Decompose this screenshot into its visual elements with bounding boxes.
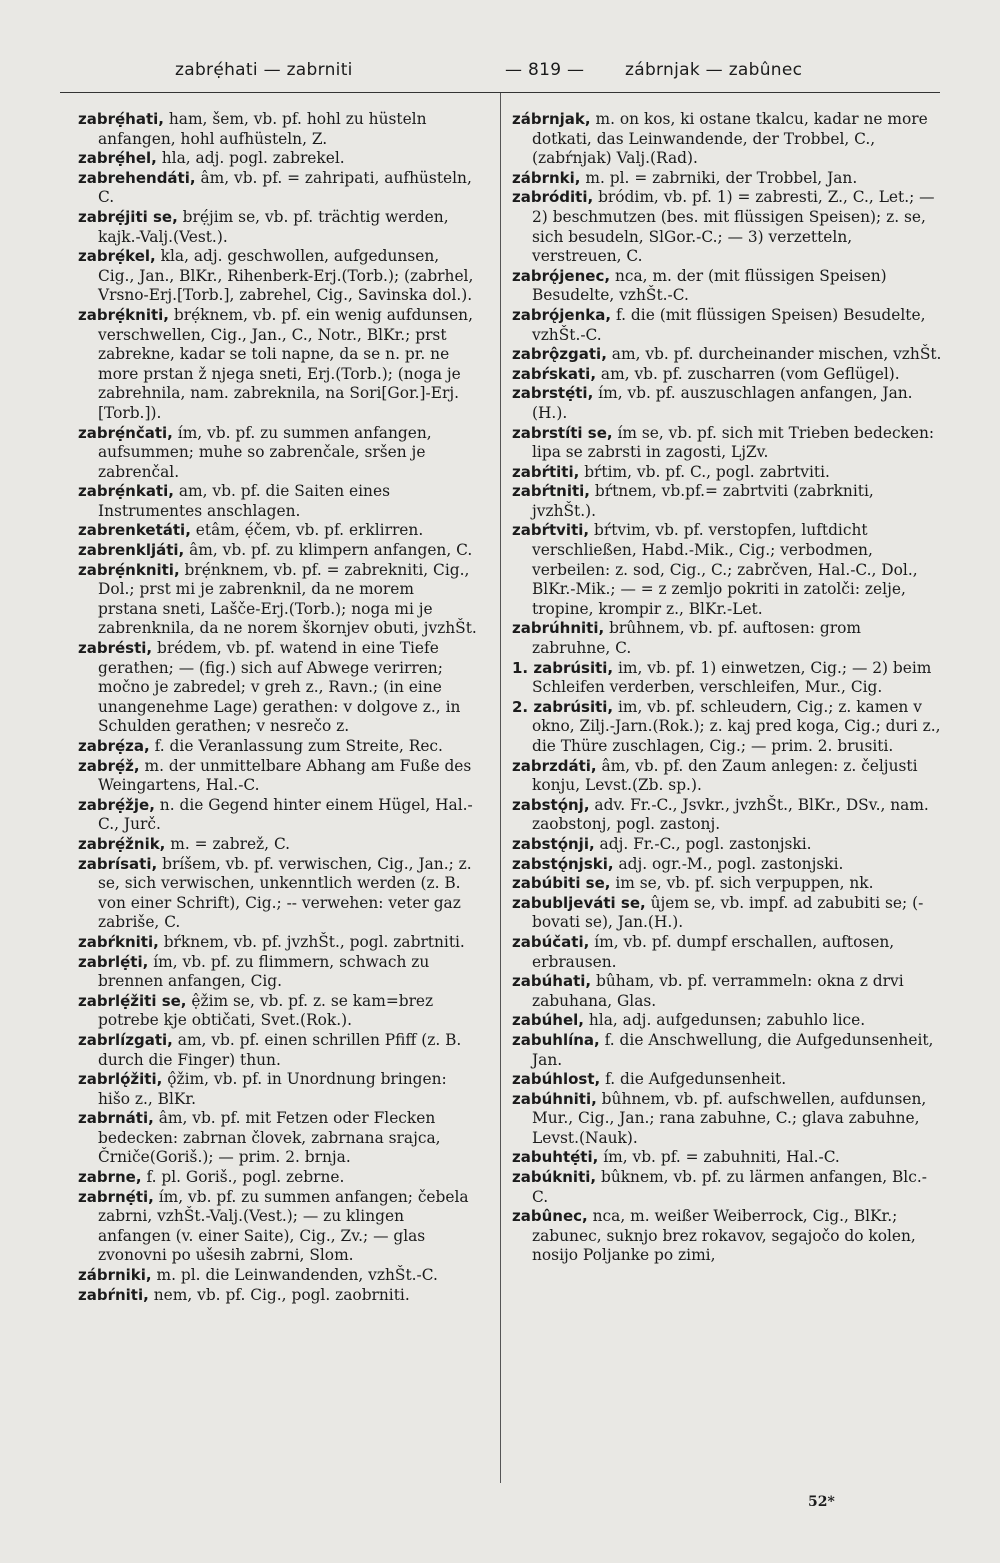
dictionary-entry — [78, 639, 478, 737]
headword: zabrẹ́ž, — [78, 756, 140, 775]
header-right-guide-words: zábrnjak — zabûnec — [625, 60, 803, 80]
headword: zabrlẹ́žiti se, — [78, 991, 187, 1010]
definition-text: bŕtnem, vb.pf.= zabrtviti (zabrkniti, jvzhŠt.). — [532, 482, 874, 520]
page-number: — 819 — — [505, 60, 585, 80]
headword: zabrẹ́nkniti, — [78, 560, 180, 579]
column-divider — [500, 93, 501, 1483]
headword: zabúbiti se, — [512, 874, 611, 893]
definition-text: am, vb. pf. die Saiten eines Instrumentes anschlagen. — [98, 482, 390, 520]
running-header — [60, 56, 950, 88]
definition-text: ǫ̂žim, vb. pf. in Unordnung bringen: hišo z., BlKr. — [98, 1070, 447, 1108]
definition-text: brẹ́jim se, vb. pf. trächtig werden, kajk.-Valj.(Vest.). — [98, 207, 449, 246]
dictionary-entry — [78, 1109, 478, 1168]
headword: zabrẹ́žnik, — [78, 834, 166, 853]
dictionary-entry — [512, 110, 942, 169]
headword: zabŕtiti, — [512, 462, 580, 481]
headword: zabróditi, — [512, 188, 594, 207]
headword: zabrẹ́jiti se, — [78, 207, 178, 226]
headword: 1. zabrúsiti, — [512, 658, 614, 677]
definition-text: nem, vb. pf. Cig., pogl. zaobrniti. — [148, 1285, 410, 1304]
dictionary-entry — [78, 1070, 478, 1109]
dictionary-entry — [78, 110, 478, 149]
definition-text: n. die Gegend hinter einem Hügel, Hal.-C., Jurč. — [98, 795, 473, 834]
definition-text: bŕtim, vb. pf. C., pogl. zabrtviti. — [579, 462, 830, 481]
dictionary-entry — [512, 619, 942, 658]
dictionary-entry — [78, 561, 478, 639]
dictionary-entry — [78, 306, 478, 424]
dictionary-entry — [512, 482, 942, 521]
dictionary-entry — [512, 1070, 942, 1090]
definition-text: âm, vb. pf. zu klimpern anfangen, C. — [184, 541, 473, 560]
signature-mark: 52* — [808, 1494, 835, 1510]
dictionary-entry — [512, 1090, 942, 1149]
definition-text: ûjem se, vb. impf. ad zabubiti se; (-bovati se), Jan.(H.). — [532, 893, 924, 932]
definition-text: f. pl. Goriš., pogl. zebrne. — [141, 1168, 345, 1187]
definition-text: âm, vb. pf. mit Fetzen oder Flecken bedecken: zabrnan človek, zabrnana srajca, Črniče(Goriš.); — prim. 2. brnja. — [98, 1109, 441, 1167]
dictionary-entry — [512, 521, 942, 619]
headword: zabrẹ́za, — [78, 737, 150, 755]
definition-text: ham, šem, vb. pf. hohl zu hüsteln anfangen, hohl aufhüsteln, Z. — [98, 110, 427, 148]
dictionary-entry — [512, 835, 942, 855]
dictionary-entry — [78, 208, 478, 247]
dictionary-entry — [512, 972, 942, 1011]
definition-text: adj. ogr.-M., pogl. zastonjski. — [613, 854, 844, 873]
headword: zabrẹ́nkati, — [78, 482, 174, 501]
dictionary-entry — [512, 796, 942, 835]
definition-text: âm, vb. pf. den Zaum anlegen: z. čeljusti konju, Levst.(Zb. sp.). — [532, 756, 918, 795]
definition-text: ím, vb. pf. zu summen anfangen, aufsummen; muhe so zabrenčale, sršen je zabrenčal. — [98, 423, 432, 481]
definition-text: brédem, vb. pf. watend in eine Tiefe gerathen; — (fig.) sich auf Abwege verirren; močno je zabredel; v greh z., Ravn.; (in eine unangenehme Lage) gerathen: v dolgove z., in Schulden gerathen; v nesrečo z. — [98, 639, 461, 736]
dictionary-entry — [512, 874, 942, 894]
definition-text: bûham, vb. pf. verrammeln: okna z drvi zabuhana, Glas. — [532, 972, 904, 1010]
dictionary-entry — [78, 737, 478, 757]
headword: zabûnec, — [512, 1207, 588, 1226]
definition-text: bûhnem, vb. pf. aufschwellen, aufdunsen, Mur., Cig., Jan.; rana zabuhne, C.; glava zabuhne, Levst.(Nauk). — [532, 1089, 927, 1147]
right-column — [512, 110, 942, 1266]
dictionary-entry — [512, 659, 942, 698]
headword: zabuhlína, — [512, 1030, 600, 1049]
definition-text: ím se, vb. pf. sich mit Trieben bedecken: lipa se zabrsti in zagosti, LjZv. — [532, 423, 935, 462]
headword: zabŕtniti, — [512, 482, 590, 501]
headword: zabrenketáti, — [78, 521, 191, 540]
definition-text: f. die Anschwellung, die Aufgedunsenheit, Jan. — [532, 1030, 934, 1069]
dictionary-entry — [512, 1148, 942, 1168]
dictionary-entry — [78, 1286, 478, 1306]
headword: zábrniki, — [78, 1266, 152, 1285]
dictionary-entry — [78, 992, 478, 1031]
dictionary-entry — [512, 306, 942, 345]
dictionary-entry — [78, 1266, 478, 1286]
dictionary-entry — [78, 953, 478, 992]
dictionary-entry — [78, 521, 478, 541]
headword: zabrǫ́jenec, — [512, 266, 611, 285]
dictionary-entry — [512, 169, 942, 189]
definition-text: im, vb. pf. schleudern, Cig.; z. kamen v okno, Zilj.-Jarn.(Rok.); z. kaj pred koga, Cig.; duri z., die Thüre zuschlagen, Cig.; — prim. 2. brusiti. — [532, 697, 941, 755]
headword: zabŕtviti, — [512, 521, 590, 540]
dictionary-entry — [78, 482, 478, 521]
definition-text: ím, vb. pf. dumpf erschallen, auftosen, erbrausen. — [532, 932, 895, 971]
dictionary-entry — [512, 757, 942, 796]
definition-text: etâm, ẹ́čem, vb. pf. erklirren. — [190, 521, 424, 540]
headword: zabrǫ̂zgati, — [512, 345, 607, 364]
dictionary-entry — [512, 365, 942, 385]
dictionary-entry — [512, 463, 942, 483]
definition-text: bŕtvim, vb. pf. verstopfen, luftdicht verschließen, Habd.-Mik., Cig.; verbodmen, verbeilen: z. sod, Cig., C.; zabrčven, Hal.-C., Dol., BlKr.-Mik.; — = z zemljo pokriti in zatolči: zelje, tropine, krompir z., BlKr.-Let. — [532, 521, 918, 618]
headword: zabúkniti, — [512, 1168, 597, 1187]
dictionary-entry — [78, 424, 478, 483]
definition-text: brẹ́nknem, vb. pf. = zabrekniti, Cig., Dol.; prst mi je zabrenknil, da ne morem prstana sneti, Lašče-Erj.(Torb.); noga mi je zabrenknila, da ne norem škornjev obuti, jvzhŠt. — [98, 560, 477, 638]
headword: zabrzdáti, — [512, 756, 597, 775]
definition-text: bríšem, vb. pf. verwischen, Cig., Jan.; z. se, sich verwischen, unkenntlich werden (z. B. von einer Schrift), Cig.; -- verwehen: veter gaz zabriše, C. — [98, 854, 472, 932]
dictionary-entry — [78, 247, 478, 306]
headword: zabrnáti, — [78, 1109, 154, 1128]
dictionary-entry — [78, 541, 478, 561]
headword: zabrẹ́kel, — [78, 247, 156, 266]
headword: zabrẹ́žje, — [78, 795, 155, 814]
headword: zabrẹ́hati, — [78, 110, 164, 128]
headword: zabúhel, — [512, 1011, 584, 1030]
headword: zabrẹ́hel, — [78, 149, 157, 168]
dictionary-entry — [78, 169, 478, 208]
headword: zabrlízgati, — [78, 1030, 173, 1049]
dictionary-entry — [78, 933, 478, 953]
definition-text: bródim, vb. pf. 1) = zabresti, Z., C., Let.; — 2) beschmutzen (bes. mit flüssigen Speisen); z. se, sich besudeln, SlGor.-C.; — 3) verzetteln, verstreuen, C. — [532, 188, 935, 266]
dictionary-entry — [512, 1168, 942, 1207]
headword: zabrlǫ́žiti, — [78, 1070, 163, 1089]
definition-text: m. der unmittelbare Abhang am Fuße des Weingartens, Hal.-C. — [98, 756, 472, 795]
definition-text: kla, adj. geschwollen, aufgedunsen, Cig., Jan., BlKr., Rihenberk-Erj.(Torb.); (zabrhel, Vrsno-Erj.[Torb.], zabrehel, Cig., Savinska dol.). — [98, 247, 474, 305]
headword: zabúhlost, — [512, 1070, 601, 1089]
headword: 2. zabrúsiti, — [512, 697, 614, 716]
definition-text: f. die Veranlassung zum Streite, Rec. — [149, 737, 443, 755]
headword: zabrstíti se, — [512, 423, 613, 442]
headword: zabŕniti, — [78, 1285, 149, 1304]
dictionary-entry — [512, 1011, 942, 1031]
dictionary-entry — [78, 1031, 478, 1070]
header-left-guide-words: zabrẹ́hati — zabrniti — [175, 60, 353, 80]
definition-text: bûknem, vb. pf. zu lärmen anfangen, Blc.-C. — [532, 1168, 927, 1206]
definition-text: bŕknem, vb. pf. jvzhŠt., pogl. zabrtniti. — [158, 932, 465, 951]
headword: zabrehendáti, — [78, 168, 196, 187]
headword: zábrnjak, — [512, 110, 591, 128]
headword: zabúčati, — [512, 932, 590, 951]
definition-text: ím, vb. pf. = zabuhniti, Hal.-C. — [598, 1148, 840, 1167]
headword: zabrẹ́kniti, — [78, 305, 169, 324]
headword: zabstǫ́njski, — [512, 854, 614, 873]
headword: zabrẹ́nčati, — [78, 423, 173, 442]
definition-text: im se, vb. pf. sich verpuppen, nk. — [610, 874, 874, 893]
headword: zabúhati, — [512, 972, 592, 991]
headword: zabrǫ́jenka, — [512, 305, 612, 324]
headword: zabŕskati, — [512, 364, 597, 383]
headword: zabrlẹ́ti, — [78, 952, 149, 971]
definition-text: ệžim se, vb. pf. z. se kam=brez potrebe kje obtičati, Svet.(Rok.). — [98, 991, 434, 1030]
definition-text: am, vb. pf. einen schrillen Pfiff (z. B. durch die Finger) thun. — [98, 1030, 462, 1069]
headword: zabŕkniti, — [78, 932, 159, 951]
definition-text: am, vb. pf. zuscharren (vom Geflügel). — [596, 364, 900, 383]
definition-text: m. pl. = zabrniki, der Trobbel, Jan. — [580, 168, 858, 187]
dictionary-entry — [512, 894, 942, 933]
headword: zabrstẹ́ti, — [512, 384, 594, 403]
definition-text: m. = zabrež, C. — [165, 834, 291, 853]
dictionary-entry — [78, 835, 478, 855]
dictionary-entry — [78, 757, 478, 796]
definition-text: ím, vb. pf. auszuschlagen anfangen, Jan.(H.). — [532, 384, 913, 422]
definition-text: hla, adj. pogl. zabrekel. — [156, 149, 345, 168]
definition-text: ím, vb. pf. zu summen anfangen; čebela zabrni, vzhŠt.-Valj.(Vest.); — zu klingen anfangen (v. einer Saite), Cig., Zv.; — glas zvonovni po ušesih zabrni, Slom. — [98, 1187, 469, 1265]
definition-text: m. on kos, ki ostane tkalcu, kadar ne more dotkati, das Leinwandende, der Trobbel, C., (zabŕnjak) Valj.(Rad). — [532, 110, 928, 168]
definition-text: adv. Fr.-C., Jsvkr., jvzhŠt., BlKr., DSv., nam. zaobstonj, pogl. zastonj. — [532, 795, 929, 834]
headword: zabúhniti, — [512, 1089, 597, 1108]
dictionary-entry — [512, 267, 942, 306]
definition-text: im, vb. pf. 1) einwetzen, Cig.; — 2) beim Schleifen verderben, verschleifen, Mur., Cig. — [532, 658, 932, 697]
definition-text: âm, vb. pf. = zahripati, aufhüsteln, C. — [98, 168, 472, 207]
dictionary-entry — [512, 933, 942, 972]
dictionary-entry — [512, 345, 942, 365]
dictionary-entry — [78, 855, 478, 933]
dictionary-entry — [78, 1188, 478, 1266]
headword: zabrésti, — [78, 639, 153, 658]
dictionary-entry — [78, 1168, 478, 1188]
dictionary-entry — [512, 424, 942, 463]
dictionary-entry — [78, 796, 478, 835]
dictionary-entry — [512, 1031, 942, 1070]
definition-text: hla, adj. aufgedunsen; zabuhlo lice. — [583, 1011, 866, 1030]
definition-text: brûhnem, vb. pf. auftosen: grom zabruhne, C. — [532, 619, 861, 658]
left-column — [78, 110, 478, 1305]
headword: zábrnki, — [512, 168, 581, 187]
headword: zabrnẹ́ti, — [78, 1187, 154, 1206]
definition-text: m. pl. die Leinwandenden, vzhŠt.-C. — [151, 1266, 438, 1285]
headword: zabrenkljáti, — [78, 541, 185, 560]
headword: zabstǫ́nji, — [512, 834, 595, 853]
headword: zabrúhniti, — [512, 619, 605, 638]
definition-text: am, vb. pf. durcheinander mischen, vzhŠt. — [606, 345, 942, 364]
definition-text: f. die Aufgedunsenheit. — [600, 1070, 787, 1089]
headword: zabstǫ́nj, — [512, 795, 590, 814]
headword: zabrne, — [78, 1168, 142, 1187]
dictionary-entry — [78, 149, 478, 169]
headword: zabuhtẹ́ti, — [512, 1148, 599, 1167]
definition-text: f. die (mit flüssigen Speisen) Besudelte, vzhŠt.-C. — [532, 305, 926, 344]
definition-text: nca, m. weißer Weiberrock, Cig., BlKr.; zabunec, suknjo brez rokavov, segajočo do kolen, nosijo Poljanke po zimi, — [532, 1207, 916, 1265]
definition-text: nca, m. der (mit flüssigen Speisen) Besudelte, vzhŠt.-C. — [532, 266, 887, 305]
dictionary-entry — [512, 698, 942, 757]
definition-text: brẹ́knem, vb. pf. ein wenig aufdunsen, verschwellen, Cig., Jan., C., Notr., BlKr.; prst zabrekne, kadar se toli napne, da se n. pr. ne more prstan ž njega sneti, Erj.(Torb.); (noga je zabrehnila, nam. zabreknila, na Sori[Gor.]-Erj.[Torb.]). — [98, 305, 473, 422]
dictionary-entry — [512, 188, 942, 266]
definition-text: ím, vb. pf. zu flimmern, schwach zu brennen anfangen, Cig. — [98, 952, 430, 991]
headword: zabubljeváti se, — [512, 893, 646, 912]
dictionary-entry — [512, 384, 942, 423]
headword: zabrísati, — [78, 854, 158, 873]
dictionary-entry — [512, 1207, 942, 1266]
dictionary-entry — [512, 855, 942, 875]
definition-text: adj. Fr.-C., pogl. zastonjski. — [594, 834, 812, 853]
